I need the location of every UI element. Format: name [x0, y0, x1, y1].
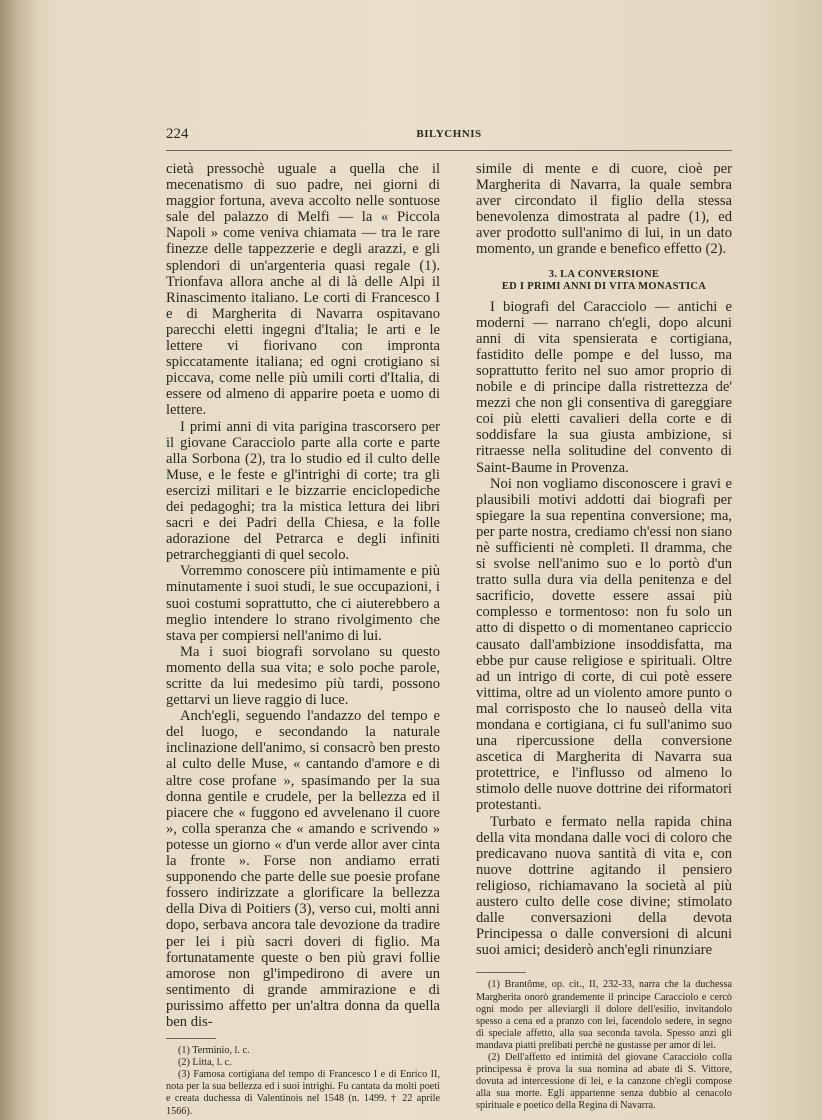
section-heading-line: ED I PRIMI ANNI DI VITA MONASTICA [501, 280, 707, 292]
paragraph: I primi anni di vita parigina trascorsero per il giovane Caracciolo parte alla corte e parte alla Sorbona (2), tra lo studio ed il culto delle Muse, e le feste e gl'intrighi di corte; tra gli esercizi militari e le bizzarrie enciclopediche dei pedagoghi; tra la mistica lettura dei libri sacri e dei Padri della Chiesa, e la folle adorazione del Petrarca e degli infiniti petrarcheggianti di quel secolo. [166, 418, 440, 564]
footnote: (1) Terminio, l. c. [178, 1045, 250, 1057]
paragraph: Vorremmo conoscere più intimamente e più minutamente i suoi studi, le sue occupazioni, i suoi costumi soprattutto, che ci aiuterebbero a meglio intendere lo strano rivolgimento che stava per compiersi nell'animo di lui. [166, 563, 440, 644]
running-title: BILYCHNIS [416, 128, 482, 140]
paragraph: I biografi del Caracciolo — antichi e moderni — narrano ch'egli, dopo alcuni anni di vita spensierata e cortigiana, fastidito delle pompe e del lusso, ma soprattutto ferito nel suo amor proprio di nobile e di principe dalla ristrettezza de' mezzi che non gli consentiva di gareggiare coi più eletti cavalieri della corte e di soddisfare la sua giusta ambizione, si ritraesse nella solitudine del convento di Saint-Baume in Provenza. [476, 298, 732, 476]
left-column [166, 161, 440, 1118]
section-heading-line: 3. LA CONVERSIONE [548, 268, 660, 280]
footnote: (2) Dell'affetto ed intimità del giovane Caracciolo colla principessa è prova la sua nomina ad abate di S. Vittore, dovuta ad intercessione di lei, e la canzone ch'egli compose alla sua morte. Egli appartenne senza dubbio al cenacolo spirituale e poetico della Regina di Navarra. [476, 1051, 732, 1112]
footnote: (3) Famosa cortigiana del tempo di Francesco I e di Enrico II, nota per la sua bellezza ed i suoi intrighi. Fu cantata da molti poeti e creata duchessa di Valentinois nel 1548 (n. 1499. † 22 aprile 1566). [166, 1069, 440, 1117]
footnotes [166, 1045, 440, 1118]
paragraph: cietà pressochè uguale a quella che il mecenatismo di suo padre, nei giorni di maggior fortuna, aveva accolto nelle sontuose sale del palazzo di Melfi — la « Piccola Napoli » come veniva chiamata — tra le rare finezze delle tappezzerie e degli arazzi, e gli splendori di un'argenteria quasi regale (1). Trionfava allora anche al di là delle Alpi il Rinascimento italiano. Le corti di Francesco I e di Margherita di Navarra ospitavano parecchi eletti ingegni d'Italia; le arti e le lettere vi fiorivano con impronta spiccatamente italiana; ed ogni crotigiano si piccava, come nelle più umili corti d'Italia, di essere od almeno di apparire poeta e uomo di lettere. [166, 161, 440, 419]
page-number: 224 [166, 126, 189, 142]
page-header [166, 126, 732, 146]
paragraph: Noi non vogliamo disconoscere i gravi e plausibili motivi addotti dai biografi per spiegare la sua repentina conversione; ma, per parte nostra, crediamo ch'essi non siano nè sufficienti nè completi. Il dramma, che si svolse nell'animo suo e lo portò d'un tratto sulla dura via della penitenza e del sacrificio, dovette essere assai più complesso e tormentoso: non fu solo un atto di dispetto o di momentaneo capriccio causato dall'ambizione insoddisfatta, ma ebbe pur cause religiose e spirituali. Oltre ad un intrigo di corte, di cui potè essere vittima, oltre ad un violento amore punto o mal corrisposto che lo nauseò della vita mondana e cortigiana, ci fu sull'animo suo una ripercussione della conversione ascetica di Margherita di Navarra sua protettrice, e l'influsso od almeno lo stimolo delle nuove dottrine dei riformatori protestanti. [476, 475, 732, 814]
header-rule [166, 150, 732, 151]
section-heading [476, 269, 732, 293]
footnotes [476, 979, 732, 1112]
footnote-rule [476, 972, 526, 973]
right-column [476, 161, 732, 1112]
page-edge-stain [0, 0, 40, 1120]
paragraph: simile di mente e di cuore, cioè per Margherita di Navarra, la quale sembra aver circondato il figlio della stessa benevolenza dimostrata al padre (1), ed aver prodotto sull'animo di lui, in un dato momento, un grande e benefico effetto (2). [476, 161, 732, 258]
footnote-rule [166, 1038, 216, 1039]
paragraph: Ma i suoi biografi sorvolano su questo momento della sua vita; e solo poche parole, scritte da lui medesimo più tardi, possono gettarvi un lieve raggio di luce. [166, 643, 440, 709]
footnote: (2) Litta, l. c. [178, 1057, 232, 1069]
footnote: (1) Brantôme, op. cit., II, 232-33, narra che la duchessa Margherita onorò grandemente il principe Caracciolo e cercò ogni modo per alleviargli il dolore dell'esilio, invitandolo spesso a cena ed a pranzo con lei, facendolo sedere, in segno di speciale affetto, alla sua seconda tavola. Spesso anzi gli mandava piatti prelibati perchè ne gustasse per amor di lei. [476, 979, 732, 1051]
paragraph: Anch'egli, seguendo l'andazzo del tempo e del luogo, e secondando la naturale inclinazione dell'animo, si consacrò ben presto al culto delle Muse, « cantando d'amore e di altre cose profane », spasimando per la sua donna gentile e crudele, per la bellezza ed il piacere che « fuggono ed avvelenano il cuore », colla speranza che « amando e scrivendo » potesse un giorno « d'un verde allor aver cinta la fronte ». Forse non andiamo errati supponendo che parte delle sue poesie profane fossero indirizzate a glorificare la bellezza della Diva di Poitiers (3), verso cui, molti anni dopo, serbava ancora tale devozione da tradire per lei i più sacri doveri di figlio. Ma fortunatamente queste o ben più gravi follie amorose non gl'impedirono di avere un sentimento di grande ammirazione e di purissimo affetto per un'altra donna da quella ben dis- [166, 708, 440, 1030]
paragraph: Turbato e fermato nella rapida china della vita mondana dalle voci di coloro che predicavano nuova santità di vita e, con nuove dottrine agitando il pensiero religioso, richiamavano la società al più austero culto delle cose divine; stimolato dalle conversazioni della devota Principessa o dalle conversioni di alcuni suoi amici; desiderò anch'egli rinunziare [476, 813, 732, 959]
